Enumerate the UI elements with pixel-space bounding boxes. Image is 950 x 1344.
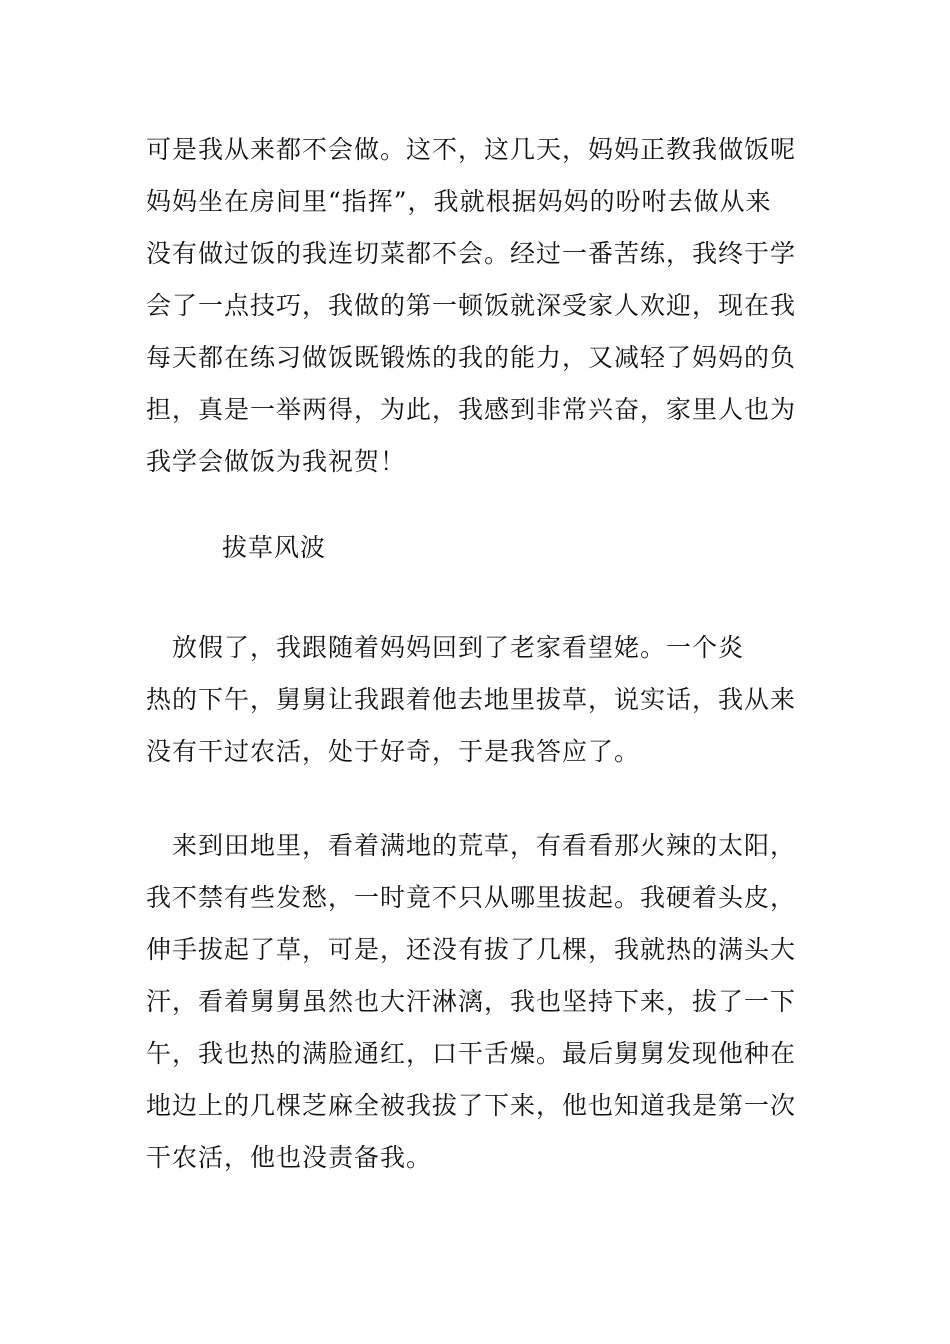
paragraph-weeding (146, 820, 826, 1184)
paragraph-vacation (146, 622, 826, 778)
section-title-text: 拔草风波 (222, 533, 327, 562)
text-line: 没有干过农活，处于好奇，于是我答应了。 (146, 737, 641, 766)
text-line: 我学会做饭为我祝贺！ (146, 447, 407, 476)
text-line: 妈妈坐在房间里“指挥”，我就根据妈妈的吩咐去做从来 (146, 187, 772, 216)
text-line: 放假了，我跟随着妈妈回到了老家看望姥。一个炎 (146, 633, 745, 662)
text-line: 没有做过饭的我连切菜都不会。经过一番苦练，我终于学 (146, 239, 797, 268)
text-line: 午，我也热的满脸通红，口干舌燥。最后舅舅发现他种在 (146, 1039, 797, 1068)
text-line: 来到田地里，看着满地的荒草，有看看那火辣的太阳， (146, 831, 797, 860)
text-line: 汗，看着舅舅虽然也大汗淋漓，我也坚持下来，拔了一下 (146, 987, 797, 1016)
text-line: 会了一点技巧，我做的第一顿饭就深受家人欢迎，现在我 (146, 291, 797, 320)
text-line: 地边上的几棵芝麻全被我拔了下来，他也知道我是第一次 (146, 1091, 797, 1120)
paragraph-cooking (146, 124, 826, 488)
text-line: 可是我从来都不会做。这不，这几天，妈妈正教我做饭呢 (146, 135, 797, 164)
section-title (222, 522, 902, 574)
text-line: 热的下午，舅舅让我跟着他去地里拔草，说实话，我从来 (146, 685, 797, 714)
text-line: 伸手拔起了草，可是，还没有拔了几棵，我就热的满头大 (146, 935, 797, 964)
text-line: 干农活，他也没责备我。 (146, 1143, 433, 1172)
text-line: 每天都在练习做饭既锻炼的我的能力，又减轻了妈妈的负 (146, 343, 797, 372)
text-line: 我不禁有些发愁，一时竟不只从哪里拔起。我硬着头皮， (146, 883, 797, 912)
text-line: 担，真是一举两得，为此，我感到非常兴奋，家里人也为 (146, 395, 797, 424)
